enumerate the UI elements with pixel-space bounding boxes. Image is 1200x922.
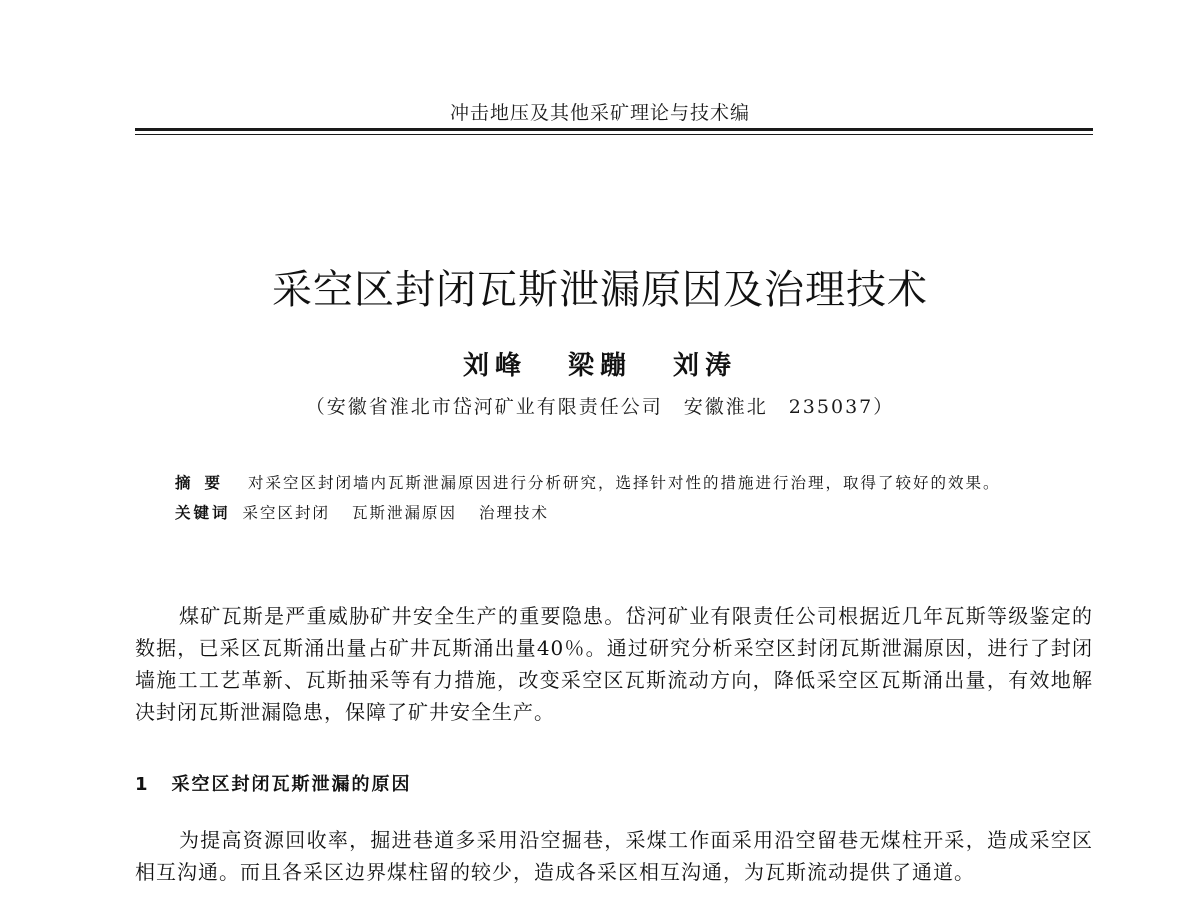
paper-affiliation: （安徽省淮北市岱河矿业有限责任公司 安徽淮北 235037） <box>305 396 895 418</box>
abstract-text: 对采空区封闭墙内瓦斯泄漏原因进行分析研究，选择针对性的措施进行治理，取得了较好的效果。 <box>248 474 1001 492</box>
paper-title: 采空区封闭瓦斯泄漏原因及治理技术 <box>272 267 928 313</box>
abstract-block <box>135 468 1093 528</box>
abstract <box>135 468 1093 498</box>
abstract-label: 摘要 <box>175 474 235 492</box>
keywords <box>135 498 1093 528</box>
keyword-item: 瓦斯泄漏原因 <box>352 504 458 522</box>
body-paragraph-2 <box>135 824 1093 888</box>
header-rule-thin <box>135 134 1093 135</box>
header-rule-thick <box>135 128 1093 131</box>
paragraph-text: 为提高资源回收率，掘进巷道多采用沿空掘巷，采煤工作面采用沿空留巷无煤柱开采，造成采空区相互沟通。而且各采区边界煤柱留的较少，造成各采区相互沟通，为瓦斯流动提供了通道。 <box>135 828 1093 884</box>
paper-authors: 刘峰 梁蹦 刘涛 <box>462 351 738 381</box>
keywords-label: 关键词 <box>175 504 231 522</box>
keyword-item: 采空区封闭 <box>242 504 331 522</box>
body-paragraph-1 <box>135 600 1093 728</box>
paragraph-text: 煤矿瓦斯是严重威胁矿井安全生产的重要隐患。岱河矿业有限责任公司根据近几年瓦斯等级鉴定的数据，已采区瓦斯涌出量占矿井瓦斯涌出量40％。通过研究分析采空区封闭瓦斯泄漏原因，进行了封闭墙施工工艺革新、瓦斯抽采等有力措施，改变采空区瓦斯流动方向，降低采空区瓦斯涌出量，有效地解决封闭瓦斯泄漏隐患，保障了矿井安全生产。 <box>135 604 1093 724</box>
section-heading-1 <box>135 770 1093 796</box>
section-number: 1 <box>135 774 150 795</box>
keyword-item: 治理技术 <box>479 504 550 522</box>
section-title: 采空区封闭瓦斯泄漏的原因 <box>171 774 412 795</box>
running-header: 冲击地压及其他采矿理论与技术编 <box>449 102 750 124</box>
